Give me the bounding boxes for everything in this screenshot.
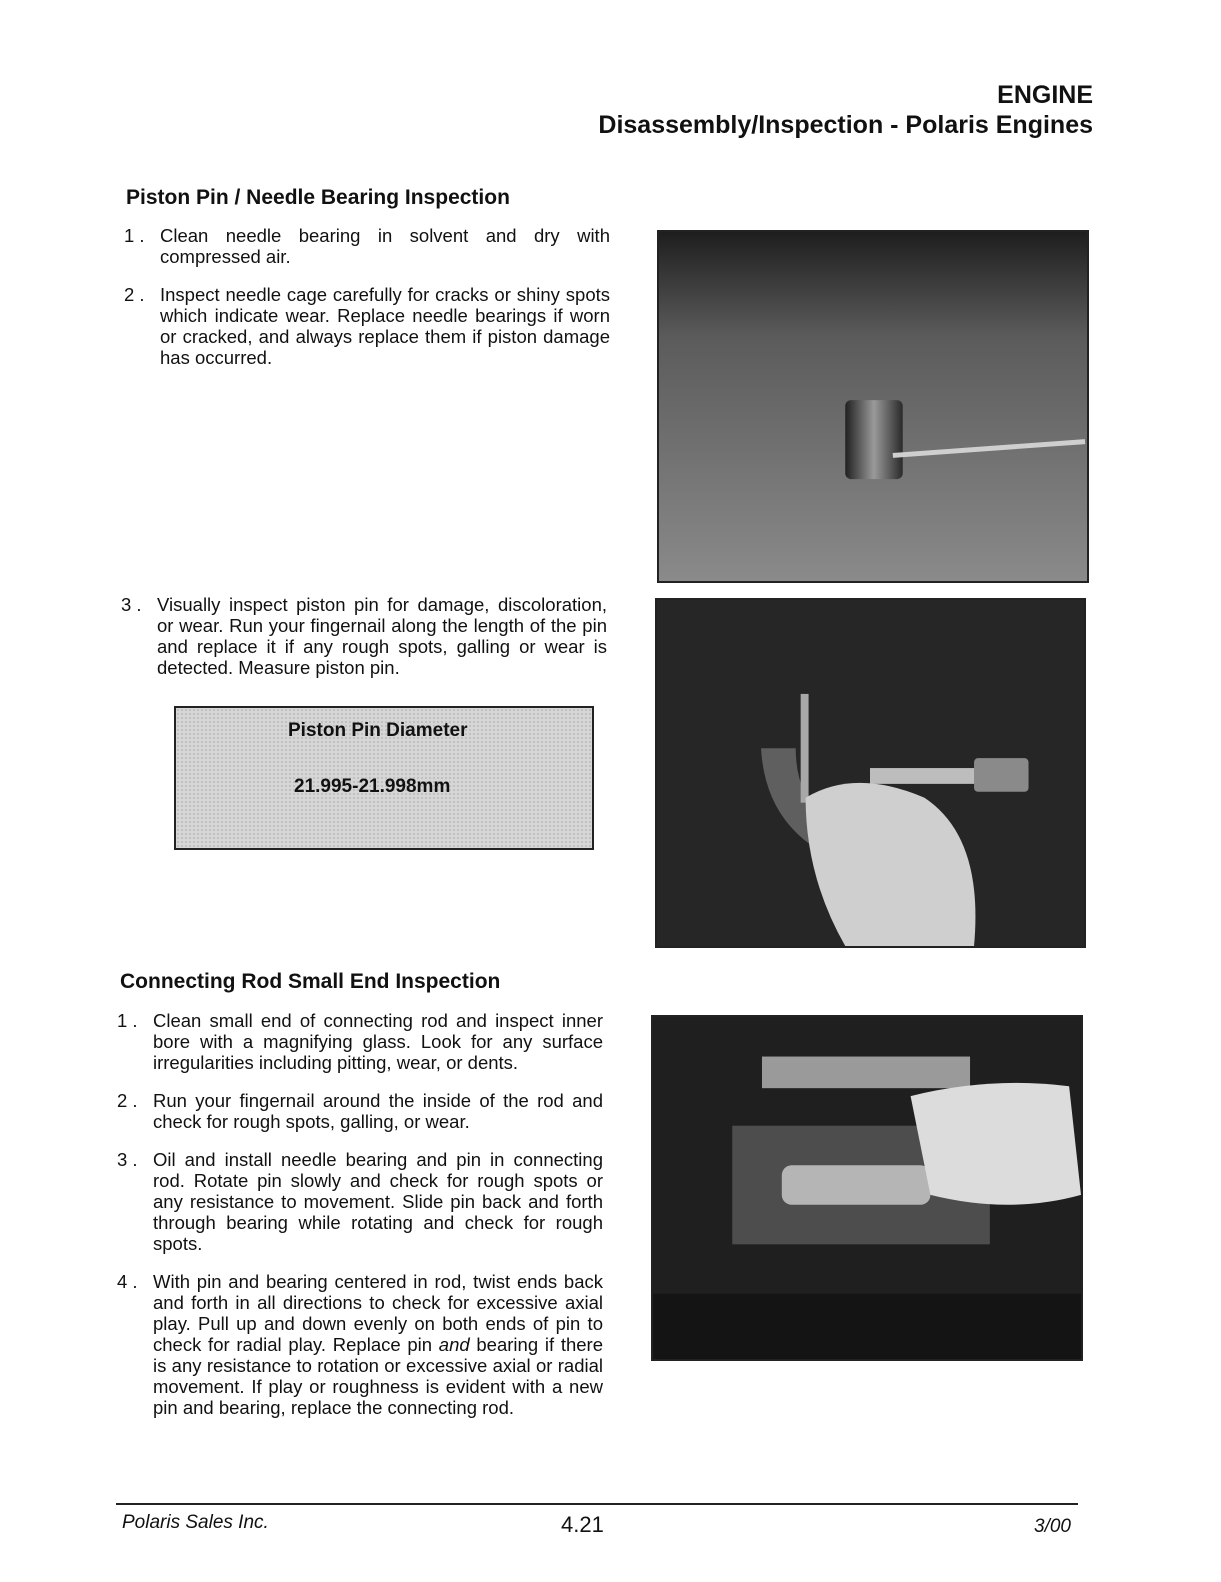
step-text-a: With pin and bearing centered in rod, twist ends back and forth in all directions to check for excessive axial play. Pull up and down evenly on both ends of pin to check for radial play. Replace pin xyxy=(153,1271,603,1355)
list-item xyxy=(117,1149,603,1254)
section-heading: ENGINE xyxy=(997,81,1093,109)
photo-micrometer xyxy=(655,598,1086,948)
piston-pin-steps-cont xyxy=(121,594,607,695)
photo-connecting-rod xyxy=(651,1015,1083,1361)
section-title-connecting-rod: Connecting Rod Small End Inspection xyxy=(120,970,501,993)
step-number: 2 . xyxy=(124,284,145,305)
step-text: Clean small end of connecting rod and inspect inner bore with a magnifying glass. Look for any surface irregularities including pitting, wear, or dents. xyxy=(153,1010,603,1073)
page-header xyxy=(598,80,1093,140)
footer-company: Polaris Sales Inc. xyxy=(122,1512,269,1533)
list-item xyxy=(117,1271,603,1418)
step-number: 3 . xyxy=(117,1149,138,1170)
list-item xyxy=(121,594,607,678)
page-subtitle: Disassembly/Inspection - Polaris Engines xyxy=(598,111,1093,139)
list-item xyxy=(117,1010,603,1073)
list-item xyxy=(124,225,610,267)
step-text: Oil and install needle bearing and pin in connecting rod. Rotate pin slowly and check for rough spots or any resistance to movement. Slide pin back and forth through bearing while rotating and check for rough spots. xyxy=(153,1149,603,1254)
step-text: Clean needle bearing in solvent and dry with compressed air. xyxy=(160,225,610,267)
footer-date: 3/00 xyxy=(1034,1516,1071,1537)
footer-divider xyxy=(116,1503,1078,1505)
spec-label: Piston Pin Diameter xyxy=(288,720,468,741)
step-number: 3 . xyxy=(121,594,142,615)
photo-needle-bearing xyxy=(657,230,1089,583)
step-text-emphasis: and xyxy=(438,1334,470,1355)
list-item xyxy=(117,1090,603,1132)
step-text-b: bearing if there is any resistance to rotation or excessive axial or radial movement. If play or roughness is evident with a new pin and bearing, replace the connecting rod. xyxy=(153,1334,603,1418)
connecting-rod-steps xyxy=(117,1010,603,1435)
spec-box xyxy=(174,706,594,850)
step-text: Run your fingernail around the inside of the rod and check for rough spots, galling, or wear. xyxy=(153,1090,603,1132)
step-number: 4 . xyxy=(117,1271,138,1292)
list-item xyxy=(124,284,610,368)
step-text: Inspect needle cage carefully for cracks or shiny spots which indicate wear. Replace needle bearings if worn or cracked, and always replace them if piston damage has occurred. xyxy=(160,284,610,368)
section-title-piston-pin: Piston Pin / Needle Bearing Inspection xyxy=(126,186,510,209)
piston-pin-steps xyxy=(124,225,610,385)
step-number: 1 . xyxy=(124,225,145,246)
step-text: Visually inspect piston pin for damage, discoloration, or wear. Run your fingernail along the length of the pin and replace it if any rough spots, galling or wear is detected. Measure piston pin. xyxy=(157,594,607,678)
footer-page-number: 4.21 xyxy=(561,1512,604,1537)
spec-value: 21.995-21.998mm xyxy=(294,776,451,797)
step-number: 1 . xyxy=(117,1010,138,1031)
step-number: 2 . xyxy=(117,1090,138,1111)
